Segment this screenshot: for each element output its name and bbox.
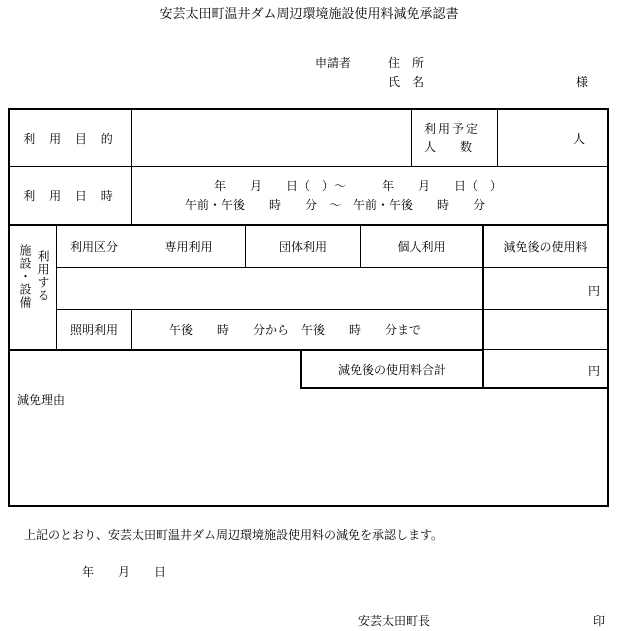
lighting-time: 午後 時 分から 午後 時 分まで bbox=[169, 323, 422, 337]
purpose-label: 利 用 目 的 bbox=[23, 131, 118, 146]
exclusive-use: 専用利用 bbox=[164, 240, 213, 254]
people-unit: 人 bbox=[573, 132, 586, 146]
datetime-time-range: 午前・午後 時 分 ～ 午前・午後 時 分 bbox=[185, 198, 486, 212]
personal-use: 個人利用 bbox=[397, 240, 446, 254]
yen-unit-2: 円 bbox=[588, 364, 601, 378]
document-title: 安芸太田町温井ダム周辺環境施設使用料減免承認書 bbox=[159, 7, 459, 22]
group-use: 団体利用 bbox=[278, 240, 327, 254]
purpose-field[interactable] bbox=[132, 110, 411, 166]
yen-unit-1: 円 bbox=[588, 284, 601, 298]
fee-after-reduction-label: 減免後の使用料 bbox=[503, 240, 588, 254]
address-label: 住 所 bbox=[388, 56, 425, 70]
category-label: 利用区分 bbox=[69, 240, 118, 254]
total-fee-label: 減免後の使用料合計 bbox=[337, 362, 446, 377]
lighting-label: 照明利用 bbox=[69, 323, 118, 337]
seal-mark: 印 bbox=[593, 614, 606, 628]
applicant-label: 申請者 bbox=[315, 56, 352, 70]
name-label: 氏 名 bbox=[388, 75, 425, 89]
usage-label: 利用する bbox=[36, 250, 50, 302]
planned-count-label-2: 人 数 bbox=[424, 140, 473, 154]
approval-statement: 上記のとおり、安芸太田町温井ダム周辺環境施設使用料の減免を承認します。 bbox=[24, 528, 444, 542]
date-line: 年 月 日 bbox=[82, 565, 167, 579]
honorific: 様 bbox=[576, 75, 589, 89]
planned-count-label-1: 利用予定 bbox=[424, 122, 481, 136]
facility-label: 施設・設備 bbox=[18, 244, 32, 309]
mayor-title: 安芸太田町長 bbox=[358, 614, 431, 628]
datetime-label: 利 用 日 時 bbox=[23, 189, 118, 203]
datetime-date-range: 年 月 日（ ）～ 年 月 日（ ） bbox=[214, 179, 503, 193]
reason-label: 減免理由 bbox=[17, 393, 66, 407]
